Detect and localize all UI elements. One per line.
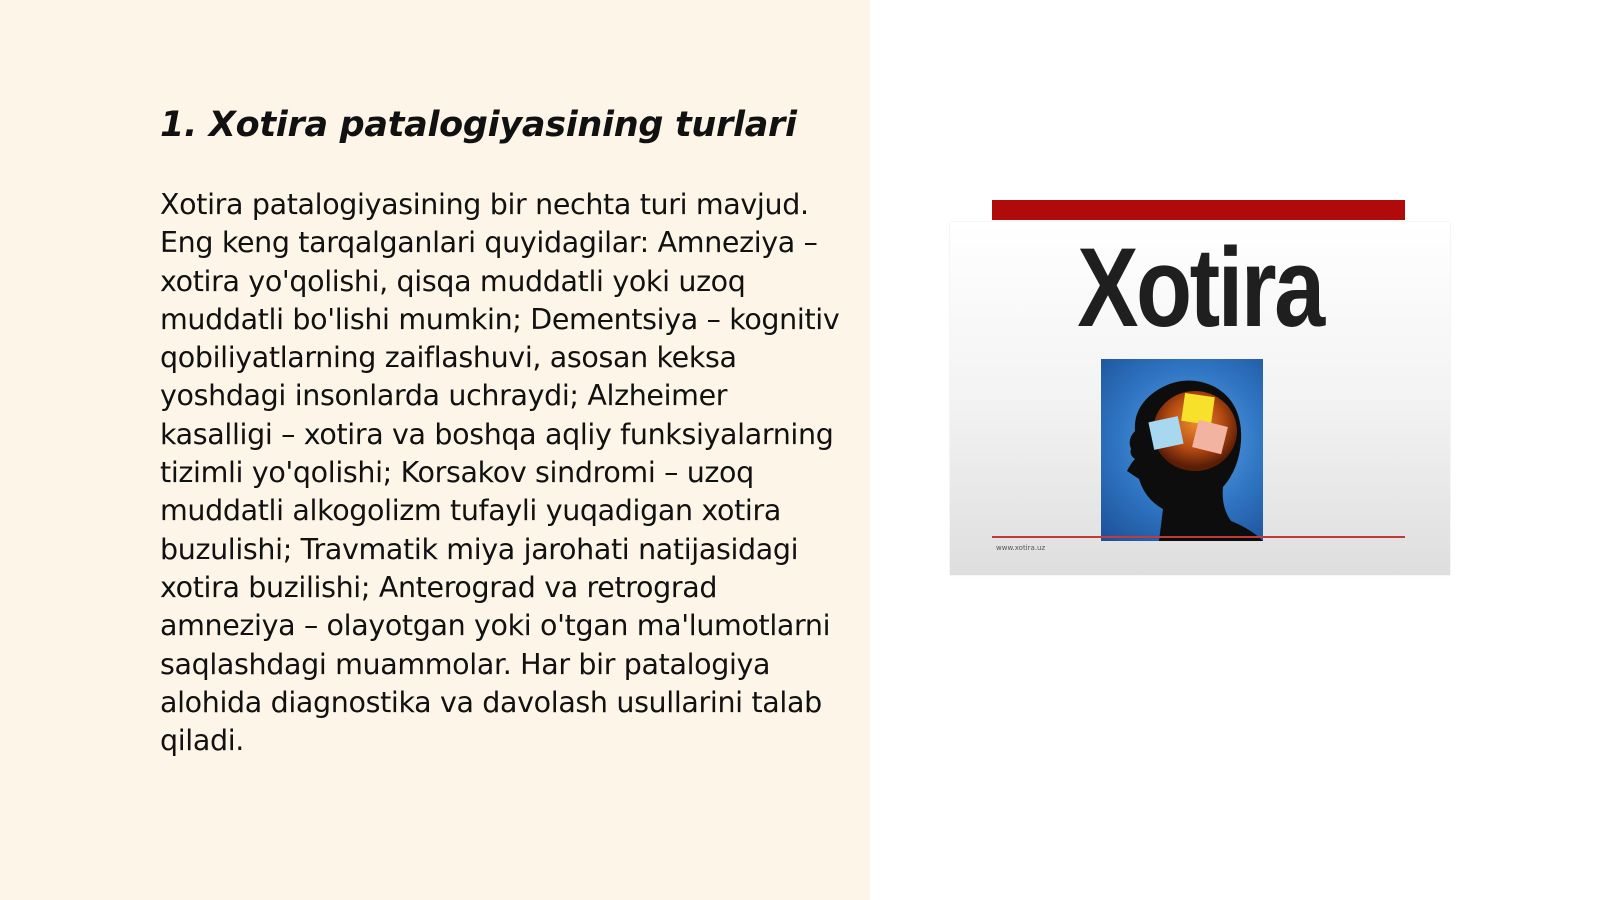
head-silhouette-photo (1101, 359, 1263, 541)
illustration-heading: Xotira (1077, 225, 1323, 350)
illustration-red-bar (992, 200, 1405, 220)
illustration-caption: www.xotira.uz (996, 544, 1046, 552)
slide-body-text: Xotira patalogiyasining bir nechta turi mavjud. Eng keng tarqalganlari quyidagilar: Amneziya – xotira yo'qolishi, qisqa muddatli yoki uzoq muddatli bo'lishi mumkin; Dementsiya – kognitiv qobiliyatlarning zaiflashuvi, asosan keksa yoshdagi insonlarda uchraydi; Alzheimer kasalligi – xotira va boshqa aqliy funksiyalarning tizimli yo'qolishi; Korsakov sindromi – uzoq muddatli alkogolizm tufayli yuqadigan xotira buzulishi; Travmatik miya jarohati natijasidagi xotira buzilishi; Anterograd va retrograd amneziya – olayotgan yoki o'tgan ma'lumotlarni saqlashdagi muammolar. Har bir patalogiya alohida diagnostika va davolash usullarini talab qiladi. (160, 188, 840, 758)
sticky-note-yellow (1181, 393, 1215, 425)
head-silhouette-icon (1101, 359, 1263, 541)
illustration-rule (992, 536, 1405, 538)
slide-title: 1. Xotira patalogiyasining turlari (160, 105, 797, 145)
